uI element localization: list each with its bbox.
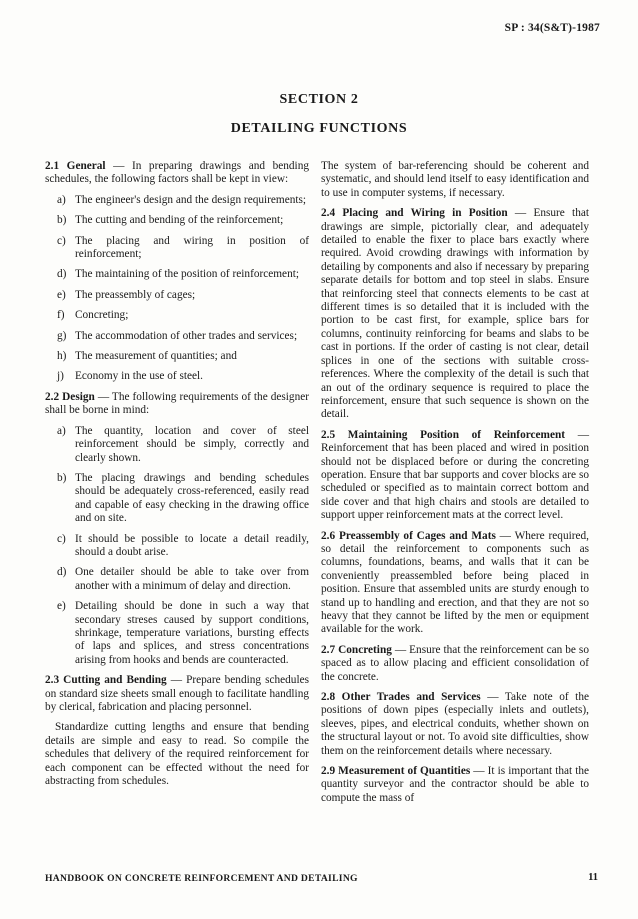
list-item-text: The quantity, location and cover of steel reinforcement should be simply, correctly and clearly shown. [75, 424, 309, 464]
document-code: SP : 34(S&T)-1987 [504, 22, 600, 34]
clause-text: — Where required, so detail the reinforcement to components such as columns, foundations, beams, and walls that it can be conveniently preassembled before being placed in position. Ensure that assembled units are sturdy enough to stand up to handling and erection, and that they are not so heavy that they cannot be lifted by the men or equipment available for the work. [321, 529, 589, 636]
left-column [45, 160, 309, 795]
list-item [45, 214, 309, 227]
list-item [45, 309, 309, 322]
clause-text: — Prepare bending schedules on standard size sheets small enough to facilitate handling by clerical, fabrication and placing personnel. [45, 674, 310, 713]
list-marker: a) [57, 193, 66, 206]
list-marker: b) [57, 214, 67, 227]
list-marker: e) [57, 288, 66, 301]
footer-title: HANDBOOK ON CONCRETE REINFORCEMENT AND DETAILING [45, 873, 358, 884]
list-item-text: The preassembly of cages; [75, 288, 196, 301]
list-item-text: The engineer's design and the design requirements; [75, 193, 307, 206]
clause-heading: 2.6 Preassembly of Cages and Mats [321, 529, 496, 542]
list-item [45, 268, 309, 281]
list-item-text: Economy in the use of steel. [75, 370, 204, 383]
list-marker: b) [57, 471, 67, 484]
clause-text: — Ensure that drawings are simple, pictorially clear, and adequately detailed to enable the fixer to place bars exactly where required. Avoid crowding drawings with information by detailing by components and also if necessary by preparing separate details for bottom and top steel in slabs. Ensure that reinforcing steel that connects elements to be cast at different times is so detailed that it is included with the portion to be cast first, for example, splice bars for columns, continuity reinforcing for beams and slabs to be cast in portions. If the order of casting is not clear, detail splices in one of the sections with suitable cross-references. Where the complexity of the detail is such that an out of the ordinary sequence is required to place the reinforcement, ensure that such sequence is shown on the detail. [321, 207, 589, 421]
clause-2-4 [321, 207, 589, 422]
clause-2-3-paragraph: Standardize cutting lengths and ensure that bending details are simple and easy to read. So compile the schedules that delivery of the required reinforcement for each component can be effected without the need for abstracting from schedules. [45, 721, 309, 788]
clause-2-2 [45, 391, 309, 418]
clause-heading: 2.4 Placing and Wiring in Position [321, 207, 508, 220]
clause-2-7 [321, 644, 589, 684]
list-item [45, 350, 309, 363]
list-item-text: One detailer should be able to take over from another with a minimum of delay and direction. [75, 566, 309, 592]
clause-2-9 [321, 765, 589, 805]
list-marker: h) [57, 350, 67, 363]
list-marker: e) [57, 600, 66, 613]
list-marker: a) [57, 424, 66, 437]
list-item-text: Detailing should be done in such a way that secondary streses caused by support conditions, shrinkage, temperature variations, bursting effects of laps and splices, and stress concentrations arising from hooks and bends are counteracted. [75, 600, 309, 666]
list-item [45, 566, 309, 593]
list-item [45, 425, 309, 465]
list-marker: c) [57, 234, 66, 247]
list-item [45, 194, 309, 207]
clause-2-6 [321, 530, 589, 637]
clause-2-1 [45, 160, 309, 187]
clause-heading: 2.5 Maintaining Position of Reinforcement [321, 428, 566, 441]
clause-text: — The following requirements of the designer shall be borne in mind: [45, 390, 310, 417]
list-item [45, 289, 309, 302]
clause-heading: 2.9 Measurement of Quantities [321, 765, 471, 778]
list-marker: j) [57, 370, 64, 383]
section-subtitle: DETAILING FUNCTIONS [230, 121, 408, 136]
list-item [45, 533, 309, 560]
clause-2-3 [45, 674, 309, 714]
list-marker: f) [57, 309, 65, 322]
list-item-text: The maintaining of the position of reinforcement; [75, 268, 299, 281]
list-item [45, 330, 309, 343]
list-marker: d) [57, 268, 67, 281]
clause-heading: 2.7 Concreting [321, 643, 392, 656]
section-title: SECTION 2 [279, 92, 359, 107]
right-column [321, 160, 589, 812]
list-item [45, 600, 309, 667]
list-item [45, 370, 309, 383]
clause-2-8 [321, 691, 589, 758]
design-requirements-list [45, 425, 309, 668]
list-item-text: The cutting and bending of the reinforcement; [75, 214, 284, 227]
list-marker: g) [57, 329, 67, 342]
clause-text: — Reinforcement that has been placed and wired in position should not be displaced before or during the concreting operation. Ensure that bar supports and cover blocks are so scheduled or specified as to maintain correct bottom and side cover and that high chairs and stools are detailed to support upper reinforcement mats at the correct level. [321, 428, 589, 522]
list-item-text: Concreting; [75, 309, 129, 322]
list-item-text: The accommodation of other trades and services; [75, 329, 298, 342]
clause-heading: 2.1 General [45, 160, 106, 172]
clause-text: — It is important that the quantity surveyor and the contractor should be able to compute the mass of [321, 765, 590, 804]
list-item-text: The measurement of quantities; and [75, 350, 237, 363]
clause-heading: 2.8 Other Trades and Services [321, 691, 481, 704]
factors-list [45, 194, 309, 384]
section-heading [0, 92, 638, 137]
bar-referencing-paragraph: The system of bar-referencing should be coherent and systematic, and should lend itself to easy identification and to use in computer systems, if necessary. [321, 160, 589, 199]
list-item-text: The placing and wiring in position of reinforcement; [75, 234, 309, 261]
list-marker: d) [57, 566, 67, 579]
page-number: 11 [588, 872, 598, 883]
clause-heading: 2.2 Design [45, 390, 95, 403]
list-item [45, 472, 309, 526]
list-marker: c) [57, 532, 66, 545]
clause-text: — Take note of the positions of down pipes (especially inlets and outlets), sleeves, pipes, and electrical conduits, whether shown on the structural layout or not. To avoid site difficulties, show them on the reinforcement details where necessary. [321, 691, 589, 757]
list-item-text: The placing drawings and bending schedules should be adequately cross-referenced, easily read and capable of easy checking in the drawing office and on site. [75, 471, 309, 525]
clause-text: — In preparing drawings and bending schedules, the following factors shall be kept in view: [45, 160, 309, 186]
clause-text: — Ensure that the reinforcement can be so spaced as to allow placing and efficient consolidation of the concrete. [321, 643, 589, 683]
clause-2-5 [321, 429, 589, 523]
list-item [45, 235, 309, 262]
clause-heading: 2.3 Cutting and Bending [45, 674, 167, 687]
list-item-text: It should be possible to locate a detail readily, should a doubt arise. [75, 532, 309, 558]
